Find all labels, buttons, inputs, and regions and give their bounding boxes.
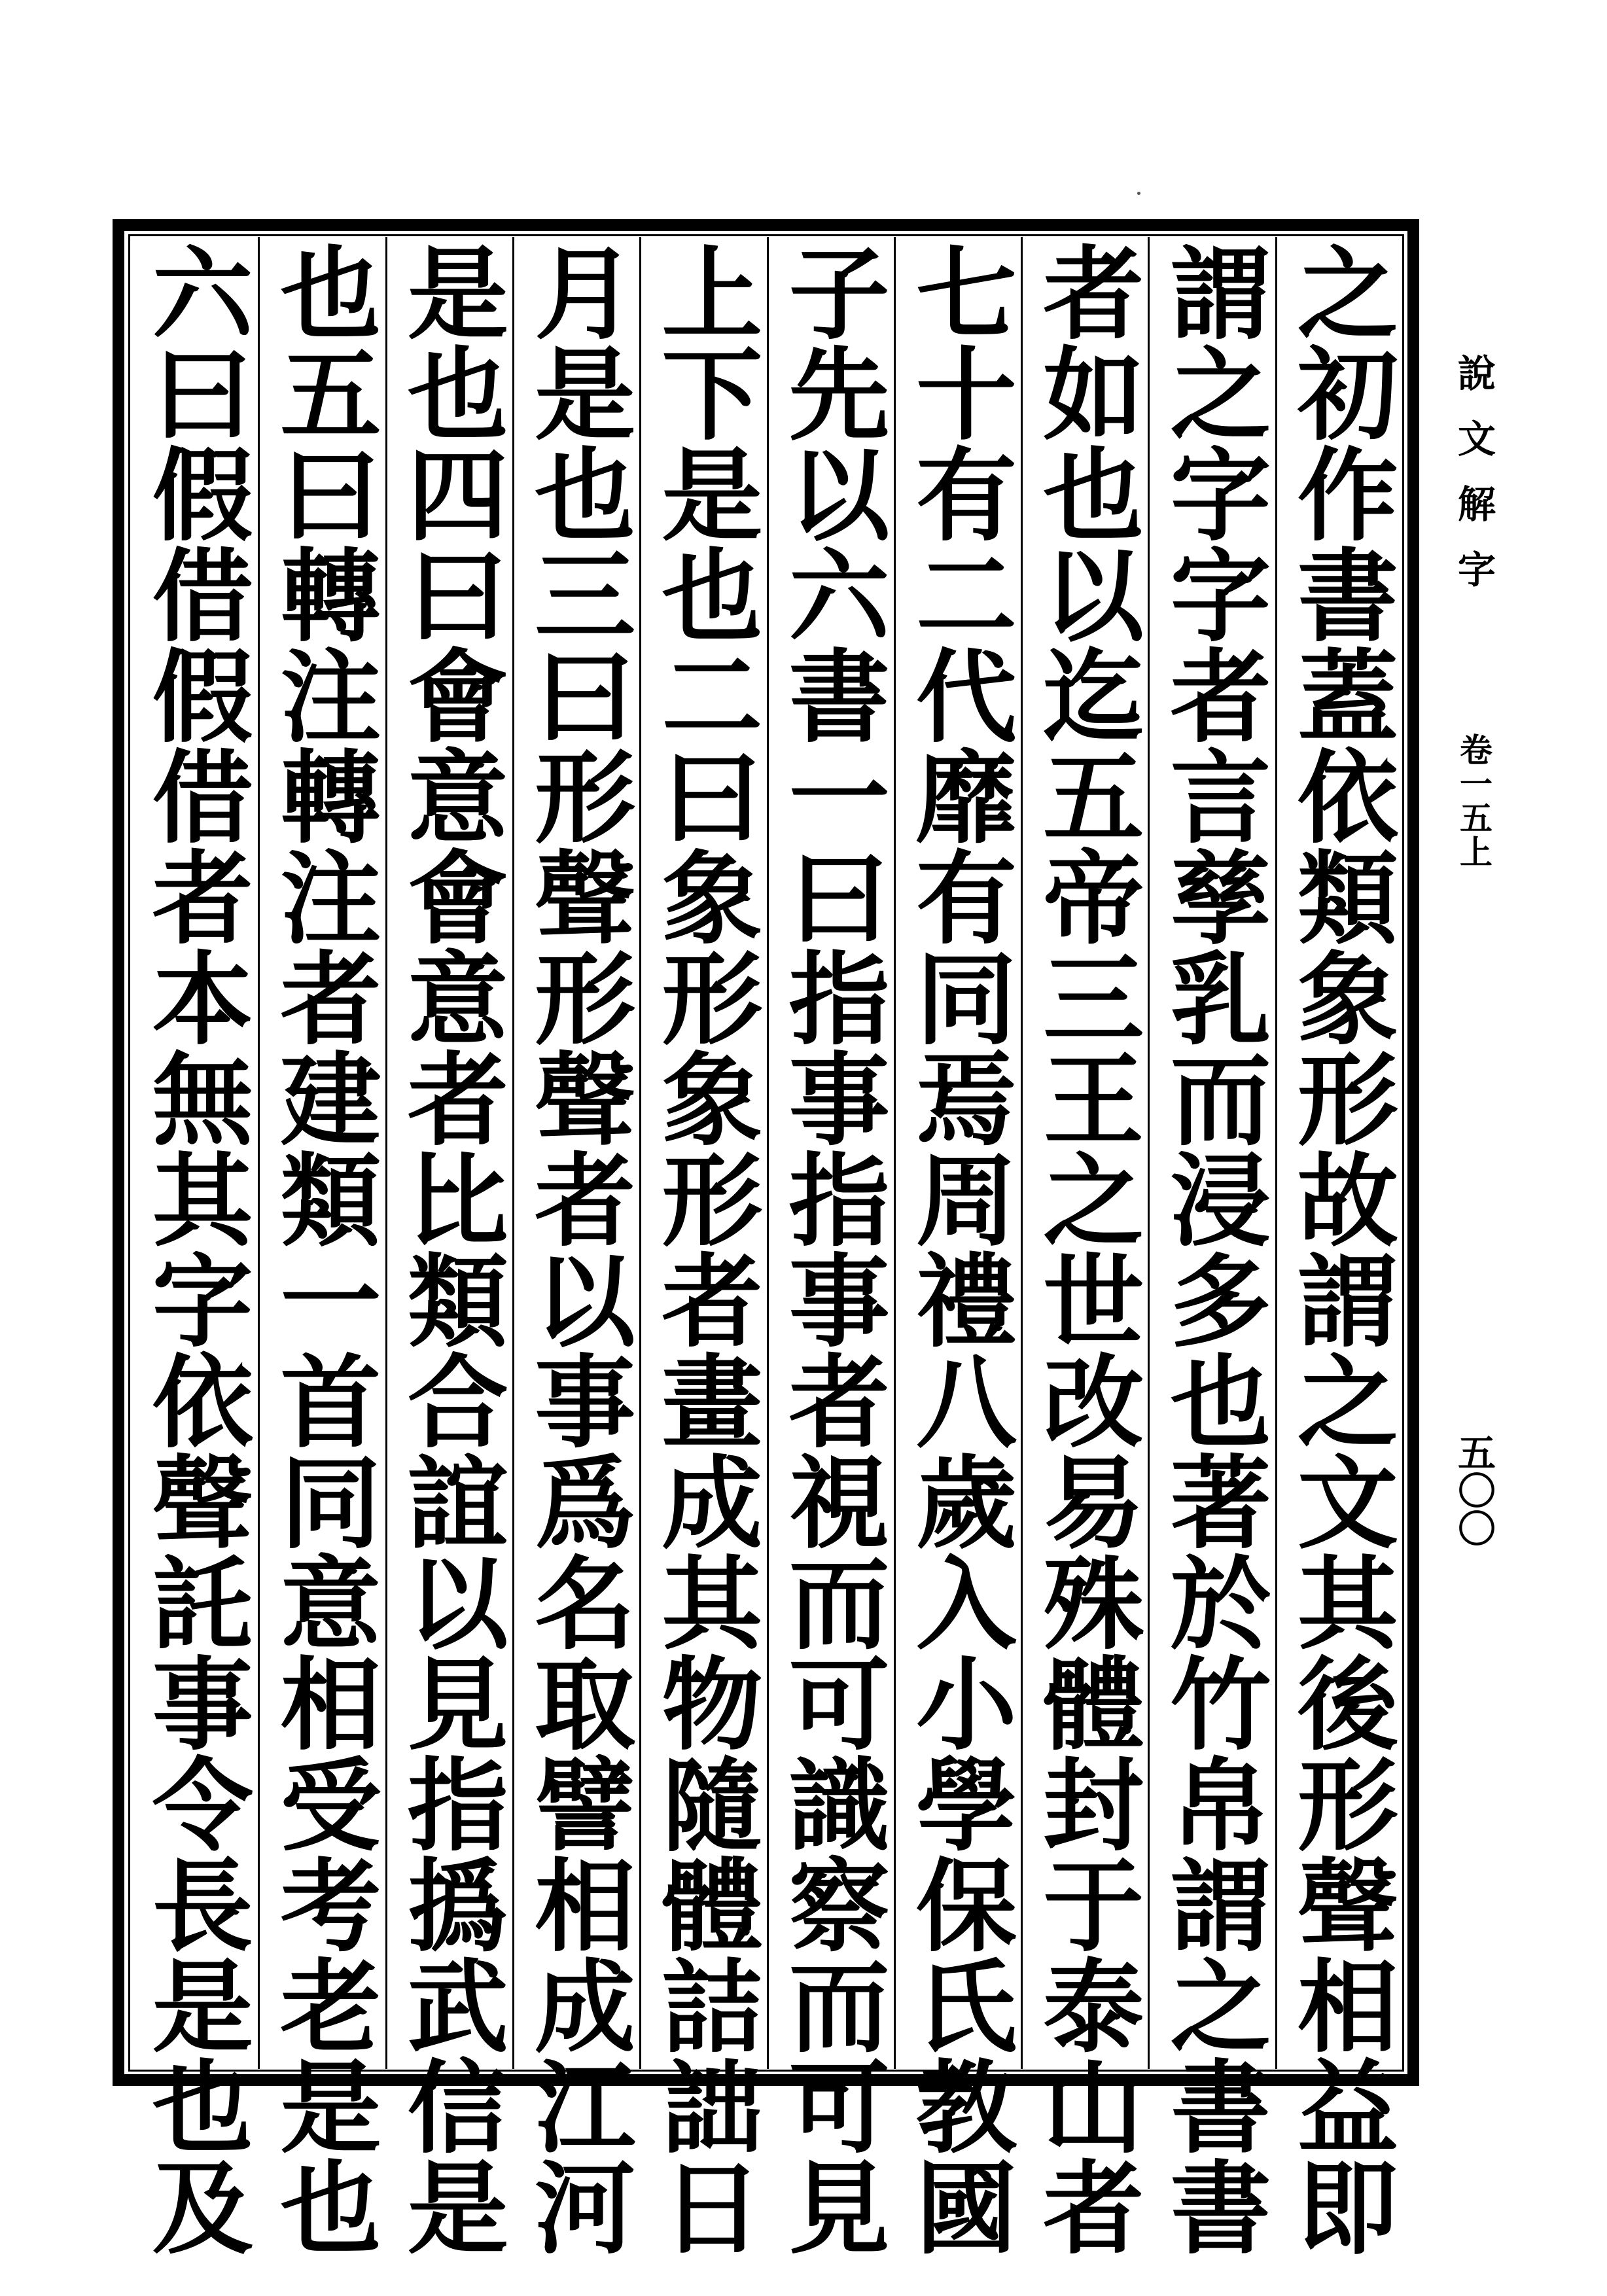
text-column xyxy=(1148,237,1275,2256)
column-text: 者如也以迄五帝三王之世改易殊體封于泰山者 xyxy=(1026,241,1145,2256)
column-text: 也五曰轉注轉注者建類一首同意相受考老是也 xyxy=(263,241,382,2256)
column-text: 上下是也二曰象形象形者畫成其物隨體詰詘日 xyxy=(645,241,764,2256)
column-text: 七十有二代靡有同焉周禮八歲入小學保氏教國 xyxy=(899,241,1018,2256)
text-column xyxy=(385,237,512,2256)
book-title: 說文解字 xyxy=(1451,353,1496,615)
text-column xyxy=(512,237,639,2256)
text-column xyxy=(1275,237,1402,2256)
volume-label: 卷一五上 xyxy=(1455,733,1493,869)
column-text: 子先以六書一曰指事指事者視而可識察而可見 xyxy=(772,241,891,2256)
column-text: 謂之字字者言孳乳而浸多也著於竹帛謂之書書 xyxy=(1154,241,1273,2256)
column-text: 六曰假借假借者本無其字依聲託事令長是也及 xyxy=(135,241,255,2256)
ink-speck xyxy=(1137,192,1140,195)
text-column xyxy=(131,237,258,2256)
text-column xyxy=(258,237,385,2256)
text-column xyxy=(639,237,766,2256)
text-column xyxy=(1021,237,1148,2256)
column-text: 是也四曰會意會意者比類合誼以見指撝武信是 xyxy=(391,241,510,2256)
text-column xyxy=(767,237,894,2256)
page-margin xyxy=(1446,353,1505,1989)
text-column xyxy=(894,237,1021,2256)
column-text: 之初作書蓋依類象形故謂之文其後形聲相益即 xyxy=(1280,241,1400,2256)
column-text: 月是也三曰形聲形聲者以事爲名取譬相成江河 xyxy=(518,241,637,2256)
page-number: 五〇〇 xyxy=(1451,1433,1496,1547)
text-block xyxy=(131,237,1402,2256)
